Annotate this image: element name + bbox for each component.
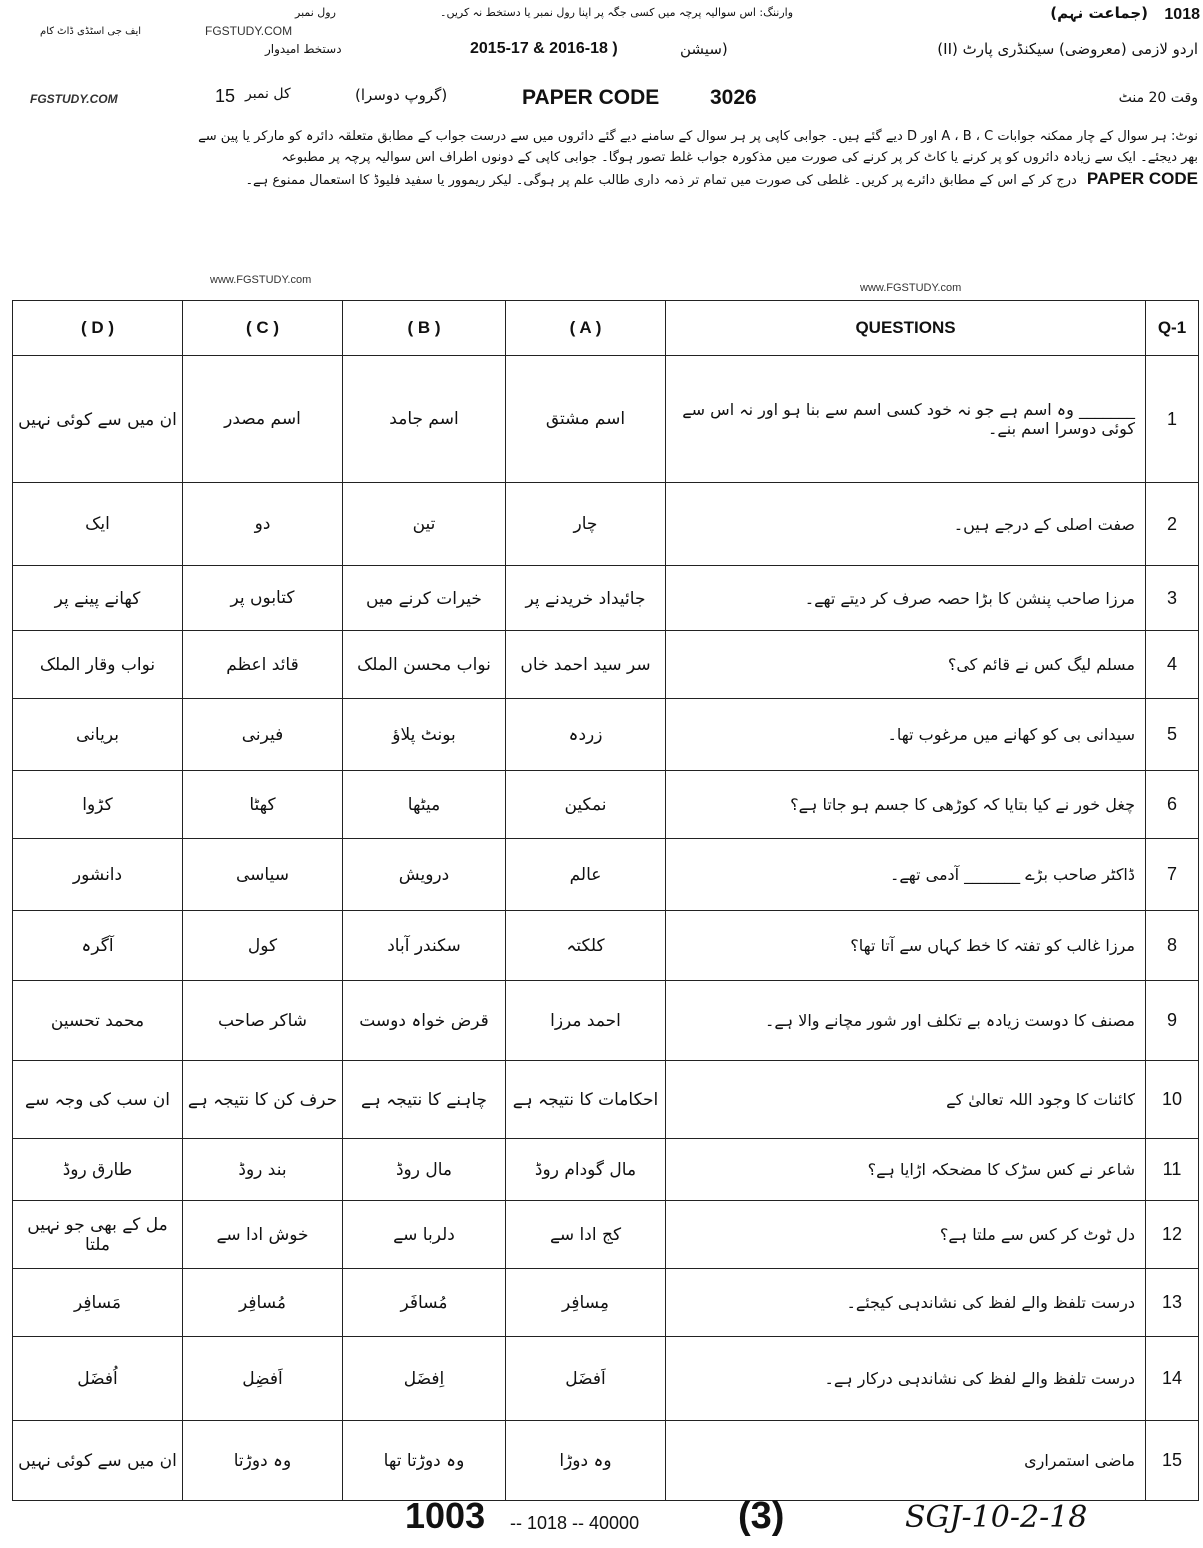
- question-text: مرزا صاحب پنشن کا بڑا حصہ صرف کر دیتے تھے۔: [666, 566, 1146, 631]
- option-a: چار: [506, 483, 666, 566]
- option-d: ایک: [13, 483, 183, 566]
- question-text: کائنات کا وجود اللہ تعالیٰ کے: [666, 1061, 1146, 1139]
- option-d: مل کے بھی جو نہیں ملتا: [13, 1201, 183, 1269]
- question-text: مرزا غالب کو تفتہ کا خط کہاں سے آتا تھا؟: [666, 911, 1146, 981]
- table-row: [13, 981, 1199, 1061]
- option-a: احمد مرزا: [506, 981, 666, 1061]
- note-line-2: بھر دیجئے۔ ایک سے زیادہ دائروں کو پر کرنے یا کاٹ کر پر کرنے کی صورت میں مذکورہ جواب غلط تصور ہوگا۔ جوابی کاپی کے دونوں اطراف اس سوالیہ پرچہ پر مطبوعہ: [281, 150, 1198, 165]
- option-c: سیاسی: [183, 839, 343, 911]
- subject-title: اردو لازمی (معروضی) سیکنڈری پارٹ (II): [937, 40, 1198, 58]
- question-text: ڈاکٹر صاحب بڑے _______ آدمی تھے۔: [666, 839, 1146, 911]
- question-number: 5: [1146, 699, 1199, 771]
- option-a: عالم: [506, 839, 666, 911]
- option-c: وہ دوڑتا: [183, 1421, 343, 1501]
- option-c: حرف کن کا نتیجہ ہے: [183, 1061, 343, 1139]
- table-row: [13, 566, 1199, 631]
- watermark-urdu: ایف جی اسٹڈی ڈاٹ کام: [40, 26, 142, 37]
- option-b: اسم جامد: [343, 356, 506, 483]
- option-b: میٹھا: [343, 771, 506, 839]
- option-c: کتابوں پر: [183, 566, 343, 631]
- option-a: مِسافِر: [506, 1269, 666, 1337]
- question-text: درست تلفظ والے لفظ کی نشاندہی درکار ہے۔: [666, 1337, 1146, 1421]
- question-number: 9: [1146, 981, 1199, 1061]
- option-a: سر سید احمد خاں: [506, 631, 666, 699]
- option-d: محمد تحسین: [13, 981, 183, 1061]
- option-b: قرض خواہ دوست: [343, 981, 506, 1061]
- option-c: اسم مصدر: [183, 356, 343, 483]
- table-row: [13, 699, 1199, 771]
- table-row: [13, 1421, 1199, 1501]
- option-a: وہ دوڑا: [506, 1421, 666, 1501]
- option-a: مال گودام روڈ: [506, 1139, 666, 1201]
- option-d: آگرہ: [13, 911, 183, 981]
- option-c: دو: [183, 483, 343, 566]
- footer-page: (3): [738, 1495, 785, 1537]
- option-b: چاہنے کا نتیجہ ہے: [343, 1061, 506, 1139]
- option-a: جائیداد خریدنے پر: [506, 566, 666, 631]
- option-c: فیرنی: [183, 699, 343, 771]
- question-text: مسلم لیگ کس نے قائم کی؟: [666, 631, 1146, 699]
- handwritten-note: SGJ-10-2-18: [905, 1500, 1088, 1535]
- question-number: 2: [1146, 483, 1199, 566]
- paper-number: 1018: [1164, 6, 1200, 23]
- warning-text: وارننگ: اس سوالیہ پرچہ میں کسی جگہ پر اپنا رول نمبر یا دستخط نہ کریں۔: [440, 6, 794, 19]
- footer-series: -- 1018 -- 40000: [510, 1513, 640, 1533]
- option-c: خوش ادا سے: [183, 1201, 343, 1269]
- option-d: ان میں سے کوئی نہیں: [13, 1421, 183, 1501]
- note-line-3-wrap: [6, 168, 1198, 191]
- signature-label: دستخط امیدوار: [265, 42, 342, 56]
- question-number: 3: [1146, 566, 1199, 631]
- session-label: (سیشن: [680, 40, 728, 58]
- question-text: چغل خور نے کیا بتایا کہ کوڑھی کا جسم ہو جاتا ہے؟: [666, 771, 1146, 839]
- question-number: 14: [1146, 1337, 1199, 1421]
- option-d: نواب وقار الملک: [13, 631, 183, 699]
- session: 2015-17 & 2016-18 ): [470, 40, 618, 57]
- option-c: کول: [183, 911, 343, 981]
- question-number: 4: [1146, 631, 1199, 699]
- option-d: ان میں سے کوئی نہیں: [13, 356, 183, 483]
- question-number: 1: [1146, 356, 1199, 483]
- question-number: 6: [1146, 771, 1199, 839]
- option-b: مُسافَر: [343, 1269, 506, 1337]
- table-row: [13, 1061, 1199, 1139]
- option-d: ان سب کی وجہ سے: [13, 1061, 183, 1139]
- table-row: [13, 631, 1199, 699]
- question-number: 13: [1146, 1269, 1199, 1337]
- header-q: Q-1: [1146, 301, 1199, 356]
- group-label: (گروپ دوسرا): [355, 86, 448, 104]
- option-b: وہ دوڑتا تھا: [343, 1421, 506, 1501]
- option-a: اسم مشتق: [506, 356, 666, 483]
- question-text: صفت اصلی کے درجے ہیں۔: [666, 483, 1146, 566]
- footer-code: 1003: [405, 1495, 486, 1536]
- roll-no-label: رول نمبر: [295, 6, 336, 19]
- option-b: خیرات کرنے میں: [343, 566, 506, 631]
- watermark: FGSTUDY.COM: [205, 24, 293, 38]
- option-c: بند روڈ: [183, 1139, 343, 1201]
- header-questions: QUESTIONS: [666, 301, 1146, 356]
- option-a: زردہ: [506, 699, 666, 771]
- instructions-note: [6, 126, 1198, 191]
- header-a: ( A ): [506, 301, 666, 356]
- paper-code: 3026: [710, 86, 757, 109]
- option-b: نواب محسن الملک: [343, 631, 506, 699]
- option-b: بونٹ پلاؤ: [343, 699, 506, 771]
- option-b: درویش: [343, 839, 506, 911]
- header-d: ( D ): [13, 301, 183, 356]
- table-row: [13, 356, 1199, 483]
- question-number: 10: [1146, 1061, 1199, 1139]
- option-a: احکامات کا نتیجہ ہے: [506, 1061, 666, 1139]
- option-a: کج ادا سے: [506, 1201, 666, 1269]
- option-b: اِفضَل: [343, 1337, 506, 1421]
- table-row: [13, 1201, 1199, 1269]
- table-row: [13, 1139, 1199, 1201]
- question-number: 15: [1146, 1421, 1199, 1501]
- table-row: [13, 911, 1199, 981]
- question-text: درست تلفظ والے لفظ کی نشاندہی کیجئے۔: [666, 1269, 1146, 1337]
- question-number: 8: [1146, 911, 1199, 981]
- option-b: تین: [343, 483, 506, 566]
- question-text: _______ وہ اسم ہے جو نہ خود کسی اسم سے بنا ہو اور نہ اس سے کوئی دوسرا اسم بنے۔: [666, 356, 1146, 483]
- question-text: سیدانی بی کو کھانے میں مرغوب تھا۔: [666, 699, 1146, 771]
- total-marks: 15: [215, 86, 236, 106]
- question-number: 12: [1146, 1201, 1199, 1269]
- option-b: سکندر آباد: [343, 911, 506, 981]
- option-d: کھانے پینے پر: [13, 566, 183, 631]
- option-a: کلکتہ: [506, 911, 666, 981]
- option-d: اُفضَل: [13, 1337, 183, 1421]
- mcq-table: [12, 300, 1199, 1501]
- option-d: طارق روڈ: [13, 1139, 183, 1201]
- table-row: [13, 1337, 1199, 1421]
- watermark-right: www.FGSTUDY.com: [860, 282, 962, 294]
- paper-code-label: PAPER CODE: [522, 86, 660, 109]
- question-text: ماضی استمراری: [666, 1421, 1146, 1501]
- question-text: دل ٹوٹ کر کس سے ملتا ہے؟: [666, 1201, 1146, 1269]
- question-text: مصنف کا دوست زیادہ بے تکلف اور شور مچانے والا ہے۔: [666, 981, 1146, 1061]
- option-d: مَسافِر: [13, 1269, 183, 1337]
- option-d: دانشور: [13, 839, 183, 911]
- question-number: 11: [1146, 1139, 1199, 1201]
- table-row: [13, 483, 1199, 566]
- table-row: [13, 1269, 1199, 1337]
- watermark: FGSTUDY.COM: [30, 92, 118, 106]
- option-b: دلربا سے: [343, 1201, 506, 1269]
- header-c: ( C ): [183, 301, 343, 356]
- option-a: اَفضَل: [506, 1337, 666, 1421]
- option-d: بریانی: [13, 699, 183, 771]
- table-row: [13, 839, 1199, 911]
- header-b: ( B ): [343, 301, 506, 356]
- watermark-left: www.FGSTUDY.com: [210, 274, 312, 286]
- class-label: (جماعت نہم): [1050, 4, 1148, 22]
- time-label: وقت 20 منٹ: [1118, 90, 1198, 106]
- option-c: مُسافِر: [183, 1269, 343, 1337]
- option-b: مال روڈ: [343, 1139, 506, 1201]
- option-d: کڑوا: [13, 771, 183, 839]
- note-line-1: نوٹ: ہر سوال کے چار ممکنہ جوابات A ، B ، C اور D دیے گئے ہیں۔ جوابی کاپی پر ہر سوال کے سامنے دیے گئے دائروں میں سے درست جواب کے مطابق متعلقہ دائرہ کو مارکر یا پین سے: [198, 129, 1198, 144]
- option-c: قائد اعظم: [183, 631, 343, 699]
- option-c: شاکر صاحب: [183, 981, 343, 1061]
- option-c: کھٹا: [183, 771, 343, 839]
- option-a: نمکین: [506, 771, 666, 839]
- question-number: 7: [1146, 839, 1199, 911]
- table-row: [13, 771, 1199, 839]
- note-paper-code: PAPER CODE: [1086, 169, 1198, 188]
- question-text: شاعر نے کس سڑک کا مضحکہ اڑایا ہے؟: [666, 1139, 1146, 1201]
- note-line-3: درج کر کے اس کے مطابق دائرے پر کریں۔ غلطی کی صورت میں تمام تر ذمہ داری طالب علم پر ہوگی۔ لیکر ریموور یا سفید فلیوڈ کا استعمال ممنوع ہے۔: [245, 173, 1077, 188]
- option-c: اَفضِل: [183, 1337, 343, 1421]
- total-marks-label: کل نمبر: [245, 86, 291, 102]
